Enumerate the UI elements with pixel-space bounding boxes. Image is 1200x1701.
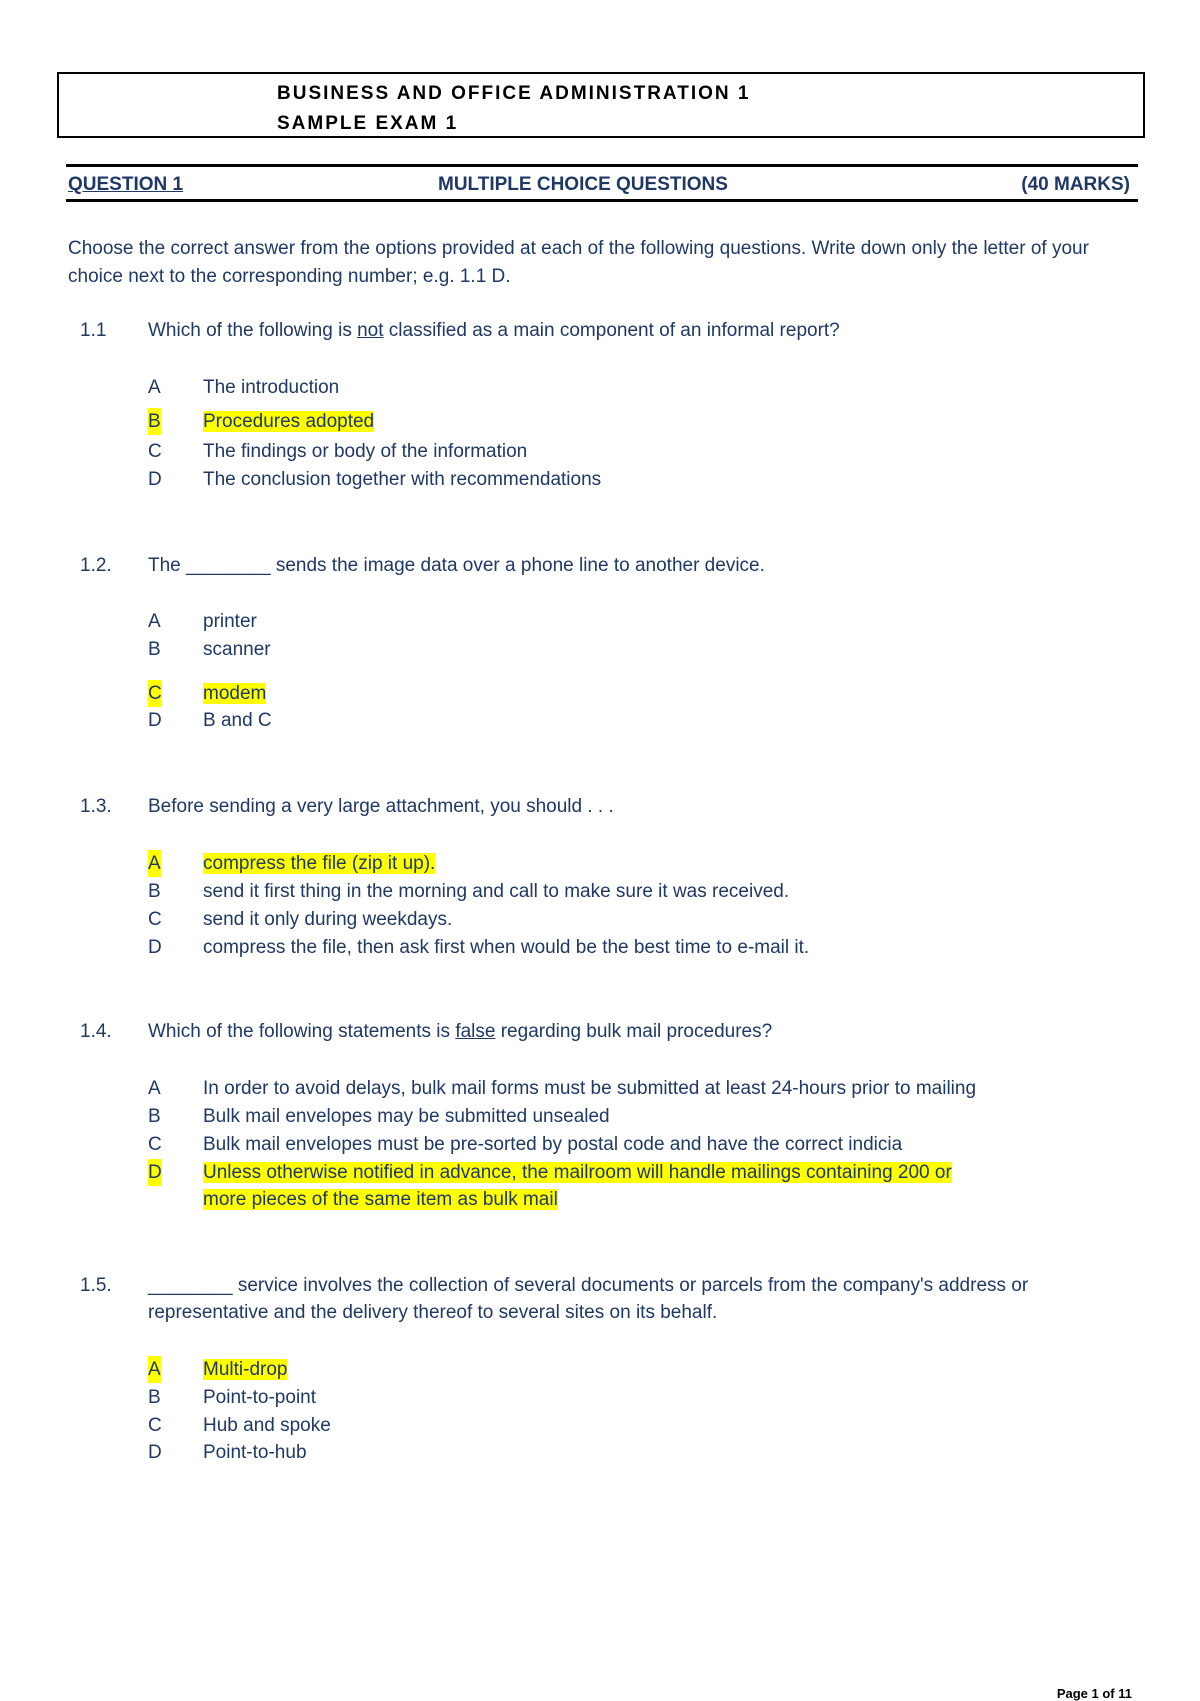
question-item-text: Which of the following statements is false regarding bulk mail procedures?	[148, 1021, 773, 1042]
exam-header-box	[57, 72, 1145, 138]
question-item-number: 1.5.	[80, 1275, 112, 1296]
question-item-text: The ________ sends the image data over a phone line to another device.	[148, 555, 765, 576]
question-item-number: 1.2.	[80, 555, 112, 576]
question-item-text: Which of the following is not classified as a main component of an informal report?	[148, 320, 840, 341]
question-item-text: Before sending a very large attachment, you should . . .	[148, 796, 614, 817]
question-item-number: 1.4.	[80, 1021, 112, 1042]
page-number: Page 1 of 11	[1056, 1686, 1132, 1701]
question-marks: (40 MARKS)	[1021, 174, 1130, 195]
question-type: MULTIPLE CHOICE QUESTIONS	[438, 174, 728, 195]
exam-title: BUSINESS AND OFFICE ADMINISTRATION 1	[277, 83, 751, 104]
question-heading-bar	[66, 164, 1138, 202]
question-item-text: ________ service involves the collection of several documents or parcels from the company's address or representative and the delivery thereof to several sites on its behalf.	[148, 1275, 1029, 1323]
question-item-number: 1.3.	[80, 796, 112, 817]
exam-subtitle: SAMPLE EXAM 1	[277, 113, 459, 134]
instructions: Choose the correct answer from the options provided at each of the following questions. Write down only the letter of your choice next to the corresponding number; e.g. 1.1 D.	[68, 238, 1089, 287]
question-number: QUESTION 1	[68, 174, 184, 195]
question-item-number: 1.1	[80, 320, 107, 341]
